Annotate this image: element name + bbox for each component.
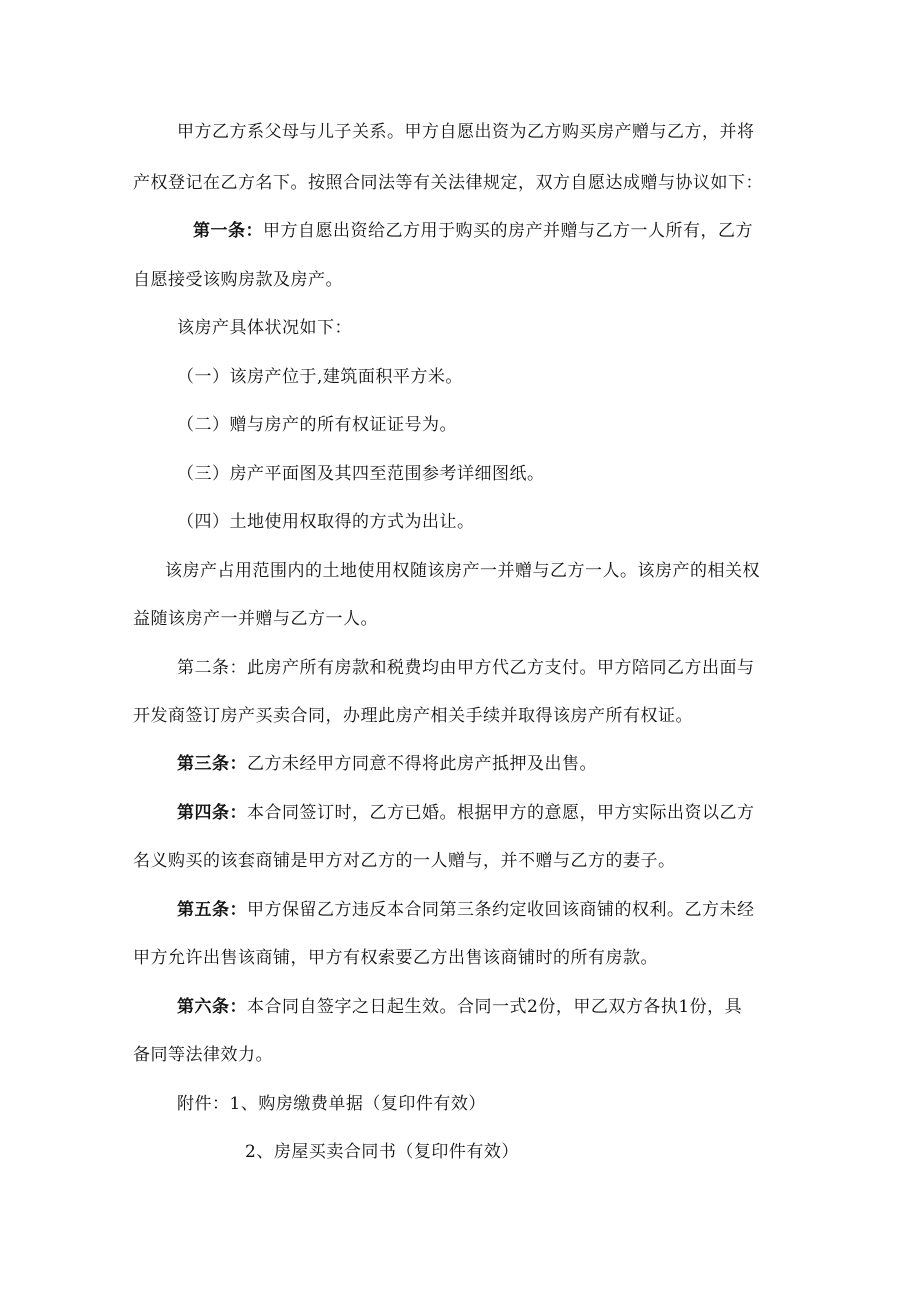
article-4-line-2: 名义购买的该套商铺是甲方对乙方的一人赠与，并不赠与乙方的妻子。 xyxy=(133,851,676,871)
article-3-label: 第三条： xyxy=(177,754,247,774)
article-4-line-1 xyxy=(177,801,755,825)
property-item-3: （三）房产平面图及其四至范围参考详细图纸。 xyxy=(177,464,545,484)
article-6-line-2: 备同等法律效力。 xyxy=(133,1045,273,1065)
article-6-text: 本合同自签字之日起生效。合同一式2份，甲乙双方各执1份，具 xyxy=(247,997,743,1017)
land-line-2: 益随该房产一并赠与乙方一人。 xyxy=(133,609,378,629)
article-3-text: 乙方未经甲方同意不得将此房产抵押及出售。 xyxy=(247,754,597,774)
property-item-2: （二）赠与房产的所有权证证号为。 xyxy=(177,415,457,435)
attachments-label: 附件： xyxy=(177,1094,230,1114)
attachment-item-1: 1、购房缴费单据（复印件有效） xyxy=(229,1094,486,1114)
article-1-line-2: 自愿接受该购房款及房产。 xyxy=(133,270,343,290)
article-5-line-1 xyxy=(177,898,755,922)
article-5-text: 甲方保留乙方违反本合同第三条约定收回该商铺的权利。乙方未经 xyxy=(247,900,755,920)
property-details-heading: 该房产具体状况如下： xyxy=(177,318,352,338)
article-6-label: 第六条： xyxy=(177,997,247,1017)
property-item-4: （四）土地使用权取得的方式为出让。 xyxy=(177,512,475,532)
article-5-line-2: 甲方允许出售该商铺，甲方有权索要乙方出售该商铺时的所有房款。 xyxy=(133,948,658,968)
article-3 xyxy=(177,752,597,776)
property-item-1: （一）该房产位于,建筑面积平方米。 xyxy=(177,367,463,387)
article-6-line-1 xyxy=(177,995,742,1019)
attachments-line-1 xyxy=(177,1092,486,1116)
intro-line-1: 甲方乙方系父母与儿子关系。甲方自愿出资为乙方购买房产赠与乙方，并将 xyxy=(177,122,755,142)
article-4-text: 本合同签订时，乙方已婚。根据甲方的意愿，甲方实际出资以乙方 xyxy=(247,803,755,823)
intro-line-2: 产权登记在乙方名下。按照合同法等有关法律规定，双方自愿达成赠与协议如下： xyxy=(133,173,763,193)
land-line-1: 该房产占用范围内的土地使用权随该房产一并赠与乙方一人。该房产的相关权 xyxy=(165,561,760,581)
article-1-label: 第一条： xyxy=(193,221,263,241)
attachment-item-2: 2、房屋买卖合同书（复印件有效） xyxy=(245,1142,519,1162)
article-2-line-2: 开发商签订房产买卖合同，办理此房产相关手续并取得该房产所有权证。 xyxy=(133,706,693,726)
article-5-label: 第五条： xyxy=(177,900,247,920)
article-2-line-1: 第二条：此房产所有房款和税费均由甲方代乙方支付。甲方陪同乙方出面与 xyxy=(177,658,755,678)
article-1-text: 甲方自愿出资给乙方用于购买的房产并赠与乙方一人所有，乙方 xyxy=(263,221,753,241)
article-4-label: 第四条： xyxy=(177,803,247,823)
article-1-line-1 xyxy=(193,219,753,243)
